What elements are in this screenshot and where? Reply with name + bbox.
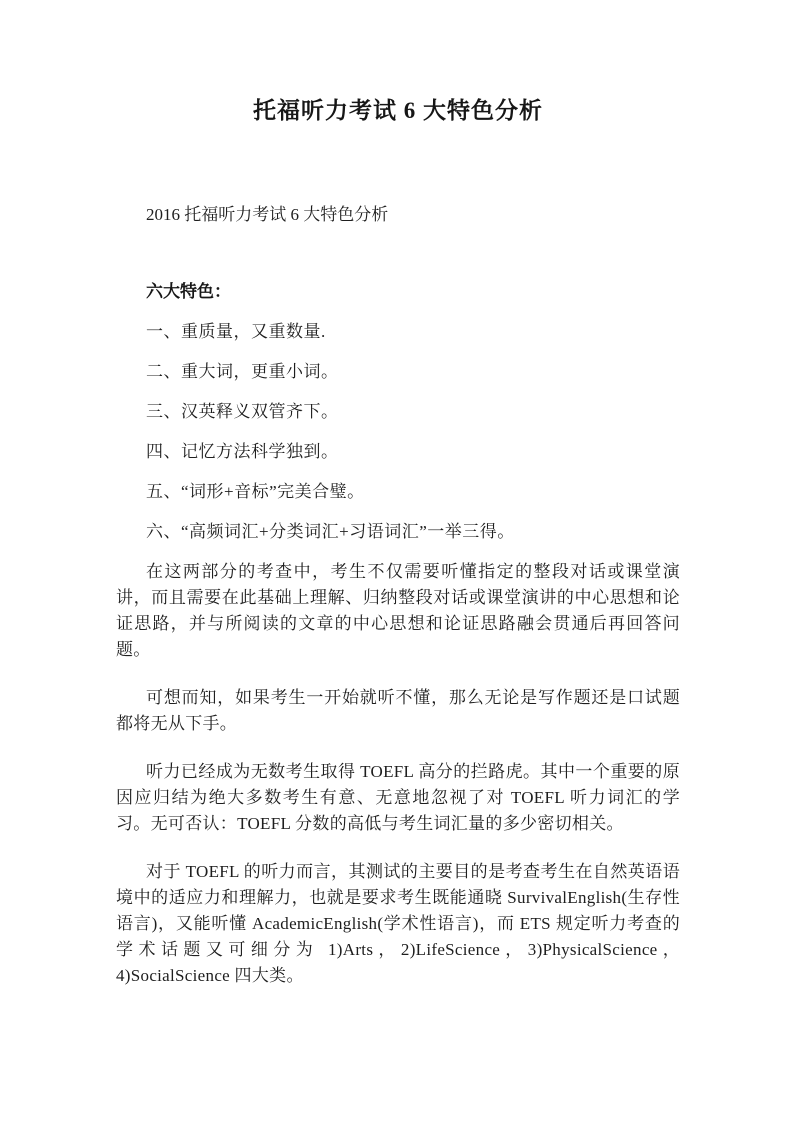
section-heading: 六大特色： xyxy=(146,282,231,301)
feature-item-2: 二、重大词，更重小词。 xyxy=(146,362,339,381)
feature-item-1: 一、重质量，又重数量. xyxy=(146,322,326,341)
body-paragraph-1: 在这两部分的考查中，考生不仅需要听懂指定的整段对话或课堂演讲，而且需要在此基础上理解、归纳整段对话或课堂演讲的中心思想和论证思路，并与所阅读的文章的中心思想和论证思路融会贯通后再回答问题。 xyxy=(116,562,680,659)
feature-item-4: 四、记忆方法科学独到。 xyxy=(146,442,339,461)
feature-item-3: 三、汉英释义双管齐下。 xyxy=(146,402,339,421)
document-subtitle: 2016 托福听力考试 6 大特色分析 xyxy=(146,205,389,224)
body-paragraph-4: 对于 TOEFL 的听力而言，其测试的主要目的是考查考生在自然英语语境中的适应力和理解力，也就是要求考生既能通晓 SurvivalEnglish(生存性语言)，又能听懂 AcademicEnglish(学术性语言)，而 ETS 规定听力考查的学术话题又可细分为 1)Arts，2)LifeScience，3)PhysicalScience，4)SocialScience 四大类。 xyxy=(116,862,680,985)
feature-item-6: 六、“高频词汇+分类词汇+习语词汇”一举三得。 xyxy=(146,522,515,541)
body-paragraph-3: 听力已经成为无数考生取得 TOEFL 高分的拦路虎。其中一个重要的原因应归结为绝大多数考生有意、无意地忽视了对 TOEFL 听力词汇的学习。无可否认：TOEFL 分数的高低与考生词汇量的多少密切相关。 xyxy=(116,762,680,833)
page-title: 托福听力考试 6 大特色分析 xyxy=(253,98,543,123)
body-paragraph-2: 可想而知，如果考生一开始就听不懂，那么无论是写作题还是口试题都将无从下手。 xyxy=(116,688,680,733)
feature-item-5: 五、“词形+音标”完美合璧。 xyxy=(146,482,365,501)
